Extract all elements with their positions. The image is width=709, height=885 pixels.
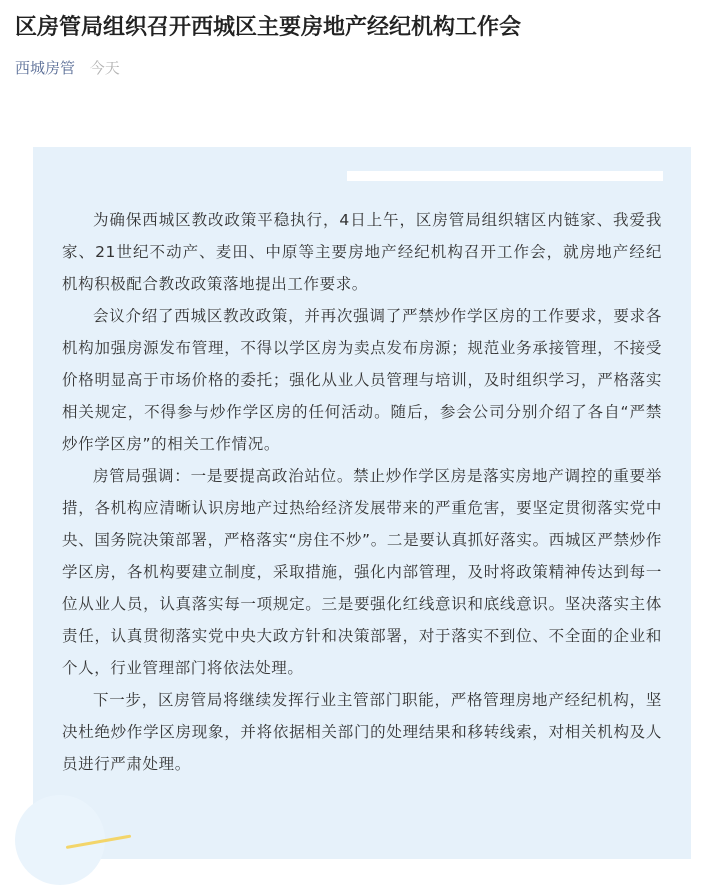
paragraph-1: 为确保西城区教改政策平稳执行，4日上午，区房管局组织辖区内链家、我爱我家、21世纪不动产、麦田、中原等主要房地产经纪机构召开工作会，就房地产经纪机构积极配合教改政策落地提出工作要求。: [62, 211, 662, 293]
account-name-link[interactable]: 西城房管: [15, 59, 76, 77]
article-title: 区房管局组织召开西城区主要房地产经纪机构工作会: [15, 15, 522, 40]
card-decoration-bar: [347, 171, 663, 181]
paragraph-3: 房管局强调：一是要提高政治站位。禁止炒作学区房是落实房地产调控的重要举措，各机构应清晰认识房地产过热给经济发展带来的严重危害，要坚定贯彻落实党中央、国务院决策部署，严格落实“房住不炒”。二是要认真抓好落实。西城区严禁炒作学区房，各机构要建立制度，采取措施，强化内部管理，及时将政策精神传达到每一位从业人员，认真落实每一项规定。三是要强化红线意识和底线意识。坚决落实主体责任，认真贯彻落实党中央大政方针和决策部署，对于落实不到位、不全面的企业和个人，行业管理部门将依法处理。: [62, 467, 662, 677]
article-body: [62, 204, 662, 780]
publish-date: 今天: [89, 59, 120, 77]
article-meta: [15, 58, 120, 78]
decoration-circle: [15, 795, 105, 885]
paragraph-2: 会议介绍了西城区教改政策，并再次强调了严禁炒作学区房的工作要求，要求各机构加强房源发布管理，不得以学区房为卖点发布房源；规范业务承接管理，不接受价格明显高于市场价格的委托；强化从业人员管理与培训，及时组织学习，严格落实相关规定，不得参与炒作学区房的任何活动。随后，参会公司分别介绍了各自“严禁炒作学区房”的相关工作情况。: [62, 307, 662, 453]
paragraph-4: 下一步，区房管局将继续发挥行业主管部门职能，严格管理房地产经纪机构，坚决杜绝炒作学区房现象，并将依据相关部门的处理结果和移转线索，对相关机构及人员进行严肃处理。: [62, 691, 662, 773]
